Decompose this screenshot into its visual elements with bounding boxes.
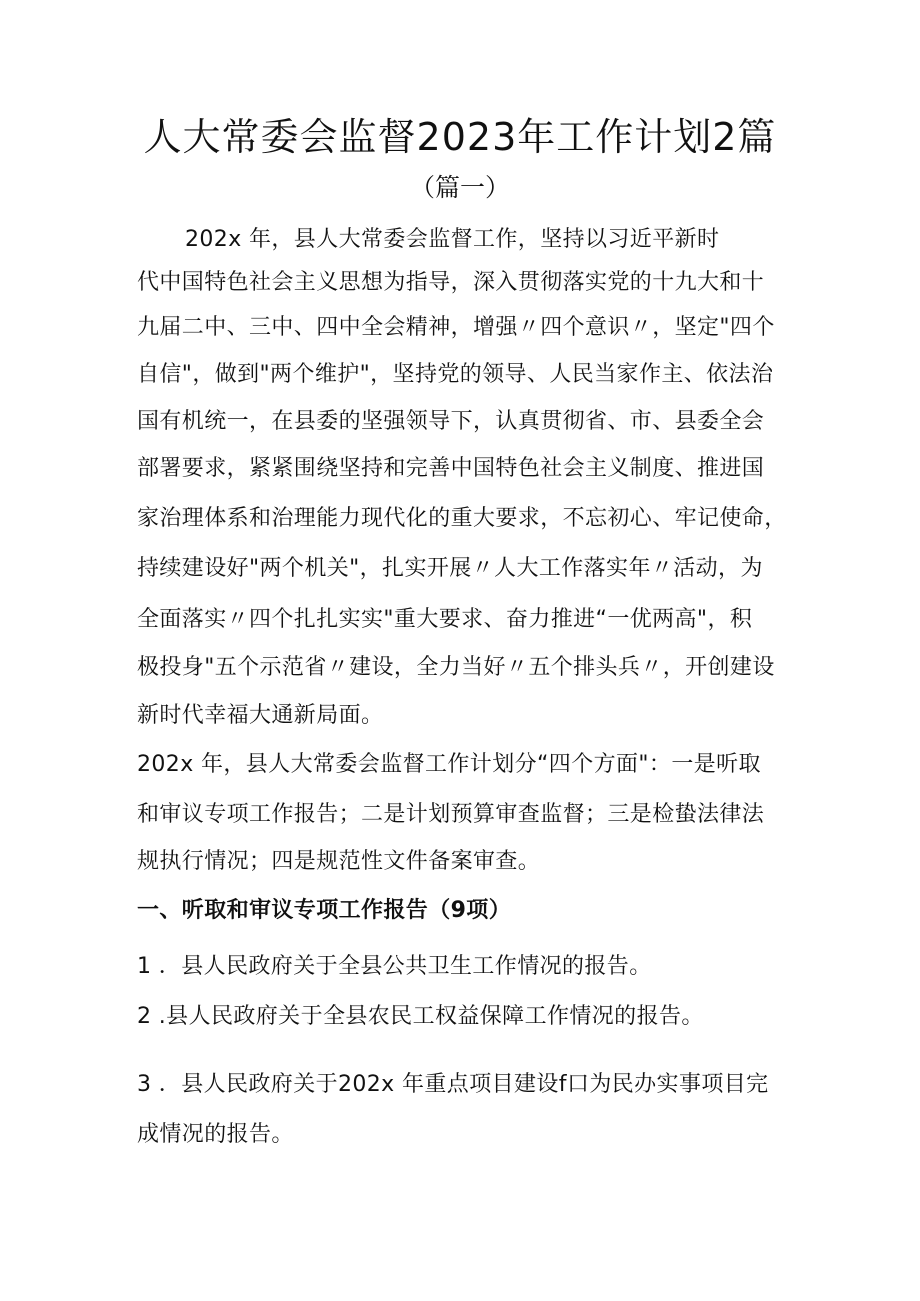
list-item: 2 .县人民政府关于全县农民工权益保障工作情况的报告。 [137,1004,704,1029]
paragraph-2-line: 规执行情况；四是规范性文件备案审查。 [137,849,541,874]
paragraph-1-line: 持续建设好"两个机关"，扎实开展〃人大工作落实年〃活动，为 [137,556,763,581]
paragraph-2-line: 202x 年，县人大常委会监督工作计划分“四个方面"：一是听取 [137,752,761,777]
section-heading: 一、听取和审议专项工作报告（9项） [137,898,512,923]
paragraph-1-line: 代中国特色社会主义思想为指导，深入贯彻落实党的十九大和十 [137,270,765,295]
paragraph-1-line: 自信"，做到"两个维护"，坚持党的领导、人民当家作主、依法治 [137,362,774,387]
paragraph-1-line: 部署要求，紧紧围绕坚持和完善中国特色社会主义制度、推进国 [137,456,765,481]
paragraph-1-line: 极投身"五个示范省〃建设，全力当好〃五个排头兵〃，开创建设 [137,655,775,680]
paragraph-1-line: 新时代幸福大通新局面。 [137,703,384,728]
list-item: 3 ．县人民政府关于202x 年重点项目建设f口为民办实事项目完 [137,1072,769,1097]
paragraph-1-line: 九届二中、三中、四中全会精神，增强〃四个意识〃，坚定"四个 [137,315,775,340]
paragraph-1-line: 全面落实〃四个扎扎实实"重大要求、奋力推进“一优两高"，积 [137,607,753,632]
paragraph-2-line: 和审议专项工作报告；二是计划预算审查监督；三是检蛰法律法 [137,802,765,827]
paragraph-1-line: 国有机统一，在县委的坚强领导下，认真贯彻省、市、县委全会 [137,409,765,434]
paragraph-1-line: 202x 年，县人大常委会监督工作，坚持以习近平新时 [185,227,720,252]
paragraph-1-line: 家治理体系和治理能力现代化的重大要求，不忘初心、牢记使命， [137,506,787,531]
list-item: 1 ．县人民政府关于全县公共卫生工作情况的报告。 [137,954,652,979]
document-subtitle: （篇一） [409,173,510,202]
list-item-continuation: 成情况的报告。 [137,1122,294,1147]
document-title: 人大常委会监督2023年工作计划2篇 [143,115,777,159]
